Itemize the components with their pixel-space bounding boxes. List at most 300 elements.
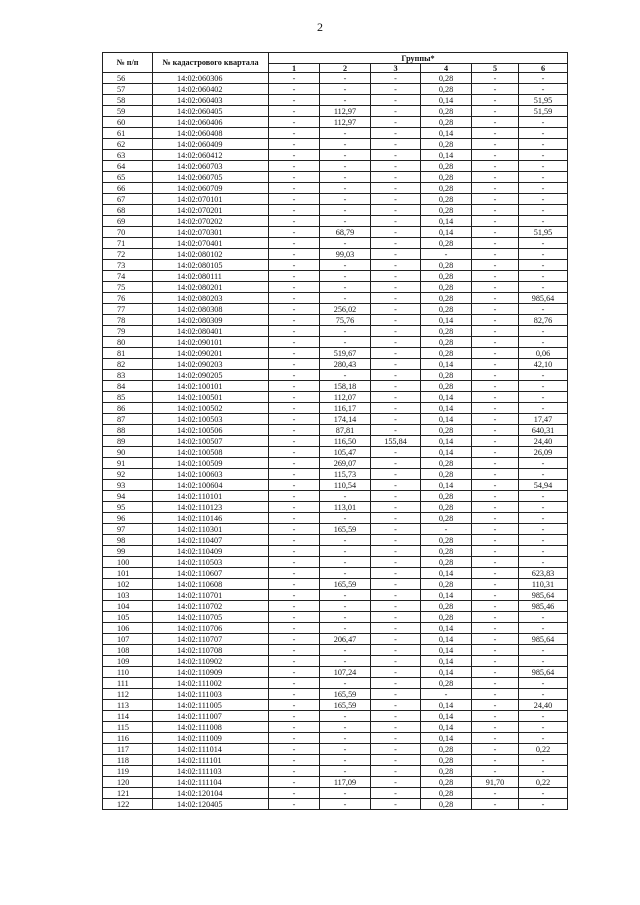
group-6-value: - bbox=[519, 766, 568, 777]
group-5-value: - bbox=[472, 414, 519, 425]
group-2-value: 165,59 bbox=[320, 579, 371, 590]
group-6-value: - bbox=[519, 491, 568, 502]
group-5-value: - bbox=[472, 612, 519, 623]
table-row bbox=[103, 557, 568, 568]
group-4-value: 0,14 bbox=[421, 711, 472, 722]
group-5-value: - bbox=[472, 623, 519, 634]
group-3-value: - bbox=[371, 128, 421, 139]
cadastral-quarter: 14:02:070301 bbox=[153, 227, 269, 238]
group-3-value: - bbox=[371, 458, 421, 469]
group-2-value: - bbox=[320, 590, 371, 601]
group-1-value: - bbox=[269, 183, 320, 194]
group-4-value: 0,28 bbox=[421, 304, 472, 315]
table-row bbox=[103, 392, 568, 403]
cadastral-quarter: 14:02:111008 bbox=[153, 722, 269, 733]
row-number: 119 bbox=[103, 766, 153, 777]
group-1-value: - bbox=[269, 205, 320, 216]
row-number: 69 bbox=[103, 216, 153, 227]
row-number: 88 bbox=[103, 425, 153, 436]
group-1-value: - bbox=[269, 216, 320, 227]
group-4-value: 0,28 bbox=[421, 370, 472, 381]
table-row bbox=[103, 667, 568, 678]
row-number: 120 bbox=[103, 777, 153, 788]
group-4-value: 0,28 bbox=[421, 348, 472, 359]
group-4-value: 0,28 bbox=[421, 799, 472, 810]
group-5-value: - bbox=[472, 161, 519, 172]
table-row bbox=[103, 469, 568, 480]
table-row bbox=[103, 711, 568, 722]
row-number: 112 bbox=[103, 689, 153, 700]
group-2-value: 75,76 bbox=[320, 315, 371, 326]
group-3-value: - bbox=[371, 139, 421, 150]
group-2-value: - bbox=[320, 183, 371, 194]
cadastral-quarter: 14:02:110902 bbox=[153, 656, 269, 667]
group-3-value: - bbox=[371, 744, 421, 755]
group-6-value: - bbox=[519, 755, 568, 766]
group-2-value: - bbox=[320, 370, 371, 381]
group-1-value: - bbox=[269, 238, 320, 249]
cadastral-quarter: 14:02:070202 bbox=[153, 216, 269, 227]
group-6-value: - bbox=[519, 711, 568, 722]
table-row bbox=[103, 260, 568, 271]
group-2-value: - bbox=[320, 799, 371, 810]
table-row bbox=[103, 326, 568, 337]
group-5-value: - bbox=[472, 370, 519, 381]
cadastral-quarter: 14:02:120405 bbox=[153, 799, 269, 810]
cadastral-quarter: 14:02:060405 bbox=[153, 106, 269, 117]
group-1-value: - bbox=[269, 425, 320, 436]
cadastral-quarter: 14:02:080401 bbox=[153, 326, 269, 337]
group-1-value: - bbox=[269, 84, 320, 95]
group-6-value: - bbox=[519, 381, 568, 392]
group-2-value: - bbox=[320, 128, 371, 139]
group-1-value: - bbox=[269, 777, 320, 788]
group-6-value: 985,64 bbox=[519, 667, 568, 678]
group-1-value: - bbox=[269, 139, 320, 150]
group-6-value: - bbox=[519, 139, 568, 150]
row-number: 66 bbox=[103, 183, 153, 194]
group-2-value: 158,18 bbox=[320, 381, 371, 392]
row-number: 56 bbox=[103, 73, 153, 84]
group-6-value: - bbox=[519, 623, 568, 634]
table-row bbox=[103, 348, 568, 359]
group-1-value: - bbox=[269, 535, 320, 546]
row-number: 115 bbox=[103, 722, 153, 733]
table-row bbox=[103, 425, 568, 436]
row-number: 65 bbox=[103, 172, 153, 183]
group-3-value: - bbox=[371, 381, 421, 392]
group-6-value: 24,40 bbox=[519, 436, 568, 447]
group-3-value: - bbox=[371, 425, 421, 436]
group-2-value: - bbox=[320, 491, 371, 502]
group-6-value: 26,09 bbox=[519, 447, 568, 458]
group-4-value: 0,14 bbox=[421, 722, 472, 733]
table-row bbox=[103, 678, 568, 689]
row-number: 87 bbox=[103, 414, 153, 425]
cadastral-quarter: 14:02:110706 bbox=[153, 623, 269, 634]
group-1-value: - bbox=[269, 458, 320, 469]
group-6-value: - bbox=[519, 216, 568, 227]
group-3-value: - bbox=[371, 348, 421, 359]
group-5-value: - bbox=[472, 348, 519, 359]
cadastral-quarter: 14:02:060403 bbox=[153, 95, 269, 106]
group-1-value: - bbox=[269, 601, 320, 612]
group-5-value: - bbox=[472, 513, 519, 524]
header-group-5: 5 bbox=[472, 64, 519, 73]
table-row bbox=[103, 216, 568, 227]
group-6-value: - bbox=[519, 722, 568, 733]
group-4-value: 0,28 bbox=[421, 381, 472, 392]
group-4-value: 0,14 bbox=[421, 403, 472, 414]
group-2-value: - bbox=[320, 722, 371, 733]
cadastral-quarter: 14:02:111002 bbox=[153, 678, 269, 689]
group-4-value: 0,14 bbox=[421, 480, 472, 491]
row-number: 91 bbox=[103, 458, 153, 469]
group-3-value: - bbox=[371, 524, 421, 535]
group-6-value: - bbox=[519, 788, 568, 799]
table-row bbox=[103, 777, 568, 788]
group-4-value: 0,14 bbox=[421, 359, 472, 370]
group-6-value: - bbox=[519, 678, 568, 689]
group-6-value: - bbox=[519, 282, 568, 293]
group-3-value: - bbox=[371, 161, 421, 172]
group-2-value: - bbox=[320, 733, 371, 744]
group-5-value: - bbox=[472, 656, 519, 667]
group-5-value: - bbox=[472, 392, 519, 403]
row-number: 76 bbox=[103, 293, 153, 304]
group-1-value: - bbox=[269, 469, 320, 480]
group-6-value: 985,64 bbox=[519, 293, 568, 304]
cadastral-quarter: 14:02:110503 bbox=[153, 557, 269, 568]
row-number: 67 bbox=[103, 194, 153, 205]
cadastral-quarter: 14:02:080201 bbox=[153, 282, 269, 293]
cadastral-quarter: 14:02:080308 bbox=[153, 304, 269, 315]
group-3-value: - bbox=[371, 216, 421, 227]
group-5-value: - bbox=[472, 700, 519, 711]
group-1-value: - bbox=[269, 612, 320, 623]
group-3-value: - bbox=[371, 271, 421, 282]
group-5-value: - bbox=[472, 139, 519, 150]
row-number: 100 bbox=[103, 557, 153, 568]
table-row bbox=[103, 370, 568, 381]
group-6-value: - bbox=[519, 502, 568, 513]
row-number: 68 bbox=[103, 205, 153, 216]
group-1-value: - bbox=[269, 656, 320, 667]
group-6-value: - bbox=[519, 271, 568, 282]
group-5-value: - bbox=[472, 480, 519, 491]
group-2-value: - bbox=[320, 216, 371, 227]
group-5-value: - bbox=[472, 84, 519, 95]
group-6-value: 51,95 bbox=[519, 95, 568, 106]
row-number: 116 bbox=[103, 733, 153, 744]
cadastral-quarter: 14:02:100502 bbox=[153, 403, 269, 414]
group-1-value: - bbox=[269, 524, 320, 535]
group-4-value: 0,28 bbox=[421, 194, 472, 205]
group-3-value: - bbox=[371, 370, 421, 381]
group-3-value: - bbox=[371, 502, 421, 513]
group-3-value: - bbox=[371, 293, 421, 304]
group-2-value: - bbox=[320, 150, 371, 161]
group-3-value: - bbox=[371, 491, 421, 502]
group-1-value: - bbox=[269, 260, 320, 271]
table-row bbox=[103, 689, 568, 700]
group-4-value: 0,14 bbox=[421, 733, 472, 744]
group-6-value: - bbox=[519, 84, 568, 95]
group-2-value: 280,43 bbox=[320, 359, 371, 370]
group-5-value: - bbox=[472, 337, 519, 348]
row-number: 102 bbox=[103, 579, 153, 590]
group-6-value: 110,31 bbox=[519, 579, 568, 590]
group-4-value: 0,14 bbox=[421, 392, 472, 403]
group-2-value: 269,07 bbox=[320, 458, 371, 469]
group-5-value: - bbox=[472, 403, 519, 414]
table-row bbox=[103, 183, 568, 194]
table-row bbox=[103, 535, 568, 546]
row-number: 73 bbox=[103, 260, 153, 271]
group-5-value: - bbox=[472, 227, 519, 238]
group-2-value: 206,47 bbox=[320, 634, 371, 645]
row-number: 60 bbox=[103, 117, 153, 128]
row-number: 99 bbox=[103, 546, 153, 557]
group-5-value: - bbox=[472, 524, 519, 535]
cadastral-quarter: 14:02:060412 bbox=[153, 150, 269, 161]
group-4-value: 0,28 bbox=[421, 579, 472, 590]
group-6-value: - bbox=[519, 304, 568, 315]
header-group-2: 2 bbox=[320, 64, 371, 73]
cadastral-quarter: 14:02:120104 bbox=[153, 788, 269, 799]
group-3-value: - bbox=[371, 315, 421, 326]
group-2-value: 165,59 bbox=[320, 700, 371, 711]
table-row bbox=[103, 568, 568, 579]
group-3-value: - bbox=[371, 326, 421, 337]
cadastral-quarter: 14:02:060409 bbox=[153, 139, 269, 150]
group-4-value: - bbox=[421, 689, 472, 700]
group-3-value: - bbox=[371, 282, 421, 293]
row-number: 94 bbox=[103, 491, 153, 502]
group-1-value: - bbox=[269, 568, 320, 579]
group-5-value: - bbox=[472, 249, 519, 260]
cadastral-quarter: 14:02:070201 bbox=[153, 205, 269, 216]
cadastral-quarter: 14:02:080111 bbox=[153, 271, 269, 282]
group-6-value: - bbox=[519, 183, 568, 194]
table-row bbox=[103, 117, 568, 128]
group-6-value: - bbox=[519, 656, 568, 667]
group-2-value: - bbox=[320, 513, 371, 524]
group-3-value: - bbox=[371, 623, 421, 634]
group-3-value: - bbox=[371, 238, 421, 249]
table-row bbox=[103, 733, 568, 744]
group-4-value: 0,14 bbox=[421, 667, 472, 678]
cadastral-quarter: 14:02:110607 bbox=[153, 568, 269, 579]
table-row bbox=[103, 436, 568, 447]
cadastral-quarter: 14:02:111103 bbox=[153, 766, 269, 777]
row-number: 62 bbox=[103, 139, 153, 150]
group-1-value: - bbox=[269, 634, 320, 645]
group-6-value: - bbox=[519, 513, 568, 524]
group-4-value: 0,14 bbox=[421, 623, 472, 634]
group-6-value: 17,47 bbox=[519, 414, 568, 425]
group-2-value: - bbox=[320, 238, 371, 249]
cadastral-quarter: 14:02:100503 bbox=[153, 414, 269, 425]
group-5-value: - bbox=[472, 282, 519, 293]
group-5-value: - bbox=[472, 183, 519, 194]
group-1-value: - bbox=[269, 711, 320, 722]
group-5-value: 91,70 bbox=[472, 777, 519, 788]
group-2-value: 68,79 bbox=[320, 227, 371, 238]
group-3-value: - bbox=[371, 150, 421, 161]
group-4-value: 0,28 bbox=[421, 678, 472, 689]
group-3-value: - bbox=[371, 788, 421, 799]
group-5-value: - bbox=[472, 722, 519, 733]
group-5-value: - bbox=[472, 194, 519, 205]
group-3-value: - bbox=[371, 722, 421, 733]
group-6-value: - bbox=[519, 326, 568, 337]
table-row bbox=[103, 150, 568, 161]
table-row bbox=[103, 172, 568, 183]
group-3-value: - bbox=[371, 194, 421, 205]
group-6-value: - bbox=[519, 117, 568, 128]
group-5-value: - bbox=[472, 326, 519, 337]
group-3-value: - bbox=[371, 678, 421, 689]
cadastral-quarter: 14:02:100506 bbox=[153, 425, 269, 436]
cadastral-quarter: 14:02:111003 bbox=[153, 689, 269, 700]
group-3-value: - bbox=[371, 260, 421, 271]
group-5-value: - bbox=[472, 150, 519, 161]
group-1-value: - bbox=[269, 480, 320, 491]
group-6-value: 51,59 bbox=[519, 106, 568, 117]
group-5-value: - bbox=[472, 667, 519, 678]
cadastral-quarter: 14:02:090201 bbox=[153, 348, 269, 359]
group-3-value: - bbox=[371, 172, 421, 183]
table-row bbox=[103, 271, 568, 282]
table-row bbox=[103, 788, 568, 799]
header-groups: Группы* bbox=[269, 53, 568, 64]
group-4-value: 0,28 bbox=[421, 293, 472, 304]
group-1-value: - bbox=[269, 788, 320, 799]
group-6-value: 640,31 bbox=[519, 425, 568, 436]
group-6-value: - bbox=[519, 557, 568, 568]
group-1-value: - bbox=[269, 172, 320, 183]
group-5-value: - bbox=[472, 106, 519, 117]
row-number: 61 bbox=[103, 128, 153, 139]
group-4-value: 0,28 bbox=[421, 755, 472, 766]
group-1-value: - bbox=[269, 95, 320, 106]
cadastral-quarter: 14:02:111005 bbox=[153, 700, 269, 711]
group-6-value: - bbox=[519, 645, 568, 656]
group-4-value: 0,28 bbox=[421, 535, 472, 546]
row-number: 113 bbox=[103, 700, 153, 711]
group-4-value: 0,14 bbox=[421, 447, 472, 458]
group-1-value: - bbox=[269, 766, 320, 777]
group-2-value: 117,09 bbox=[320, 777, 371, 788]
group-4-value: 0,14 bbox=[421, 634, 472, 645]
group-2-value: 99,03 bbox=[320, 249, 371, 260]
group-2-value: - bbox=[320, 678, 371, 689]
group-6-value: - bbox=[519, 337, 568, 348]
group-4-value: 0,28 bbox=[421, 238, 472, 249]
cadastral-quarter: 14:02:090205 bbox=[153, 370, 269, 381]
row-number: 92 bbox=[103, 469, 153, 480]
row-number: 104 bbox=[103, 601, 153, 612]
header-number: № п/п bbox=[103, 53, 153, 73]
group-6-value: - bbox=[519, 546, 568, 557]
group-5-value: - bbox=[472, 425, 519, 436]
cadastral-quarter: 14:02:111007 bbox=[153, 711, 269, 722]
group-3-value: - bbox=[371, 117, 421, 128]
group-5-value: - bbox=[472, 799, 519, 810]
group-1-value: - bbox=[269, 73, 320, 84]
group-3-value: - bbox=[371, 656, 421, 667]
group-4-value: 0,28 bbox=[421, 117, 472, 128]
table-row bbox=[103, 73, 568, 84]
group-5-value: - bbox=[472, 744, 519, 755]
group-2-value: 110,54 bbox=[320, 480, 371, 491]
table-row bbox=[103, 227, 568, 238]
group-2-value: - bbox=[320, 568, 371, 579]
table-row bbox=[103, 744, 568, 755]
group-5-value: - bbox=[472, 381, 519, 392]
group-4-value: 0,14 bbox=[421, 315, 472, 326]
cadastral-quarter: 14:02:060306 bbox=[153, 73, 269, 84]
group-3-value: - bbox=[371, 645, 421, 656]
row-number: 90 bbox=[103, 447, 153, 458]
table-row bbox=[103, 359, 568, 370]
group-4-value: 0,28 bbox=[421, 337, 472, 348]
table-row bbox=[103, 84, 568, 95]
group-6-value: 54,94 bbox=[519, 480, 568, 491]
group-6-value: - bbox=[519, 238, 568, 249]
table-row bbox=[103, 403, 568, 414]
group-1-value: - bbox=[269, 227, 320, 238]
table-row bbox=[103, 139, 568, 150]
group-1-value: - bbox=[269, 645, 320, 656]
group-1-value: - bbox=[269, 755, 320, 766]
row-number: 86 bbox=[103, 403, 153, 414]
group-2-value: - bbox=[320, 326, 371, 337]
cadastral-quarter: 14:02:110707 bbox=[153, 634, 269, 645]
group-1-value: - bbox=[269, 326, 320, 337]
cadastral-quarter: 14:02:090203 bbox=[153, 359, 269, 370]
group-1-value: - bbox=[269, 513, 320, 524]
group-4-value: 0,28 bbox=[421, 172, 472, 183]
group-5-value: - bbox=[472, 447, 519, 458]
group-3-value: - bbox=[371, 513, 421, 524]
group-3-value: - bbox=[371, 579, 421, 590]
header-group-1: 1 bbox=[269, 64, 320, 73]
table-row bbox=[103, 755, 568, 766]
group-6-value: - bbox=[519, 249, 568, 260]
group-1-value: - bbox=[269, 590, 320, 601]
table-row bbox=[103, 161, 568, 172]
group-4-value: 0,28 bbox=[421, 502, 472, 513]
row-number: 93 bbox=[103, 480, 153, 491]
group-5-value: - bbox=[472, 271, 519, 282]
group-4-value: 0,28 bbox=[421, 326, 472, 337]
group-1-value: - bbox=[269, 700, 320, 711]
group-3-value: - bbox=[371, 766, 421, 777]
table-row bbox=[103, 315, 568, 326]
group-2-value: 112,07 bbox=[320, 392, 371, 403]
group-4-value: 0,28 bbox=[421, 788, 472, 799]
group-5-value: - bbox=[472, 458, 519, 469]
group-2-value: 165,59 bbox=[320, 689, 371, 700]
group-2-value: - bbox=[320, 766, 371, 777]
group-4-value: 0,28 bbox=[421, 469, 472, 480]
group-1-value: - bbox=[269, 502, 320, 513]
group-3-value: - bbox=[371, 700, 421, 711]
group-6-value: - bbox=[519, 612, 568, 623]
group-2-value: - bbox=[320, 535, 371, 546]
